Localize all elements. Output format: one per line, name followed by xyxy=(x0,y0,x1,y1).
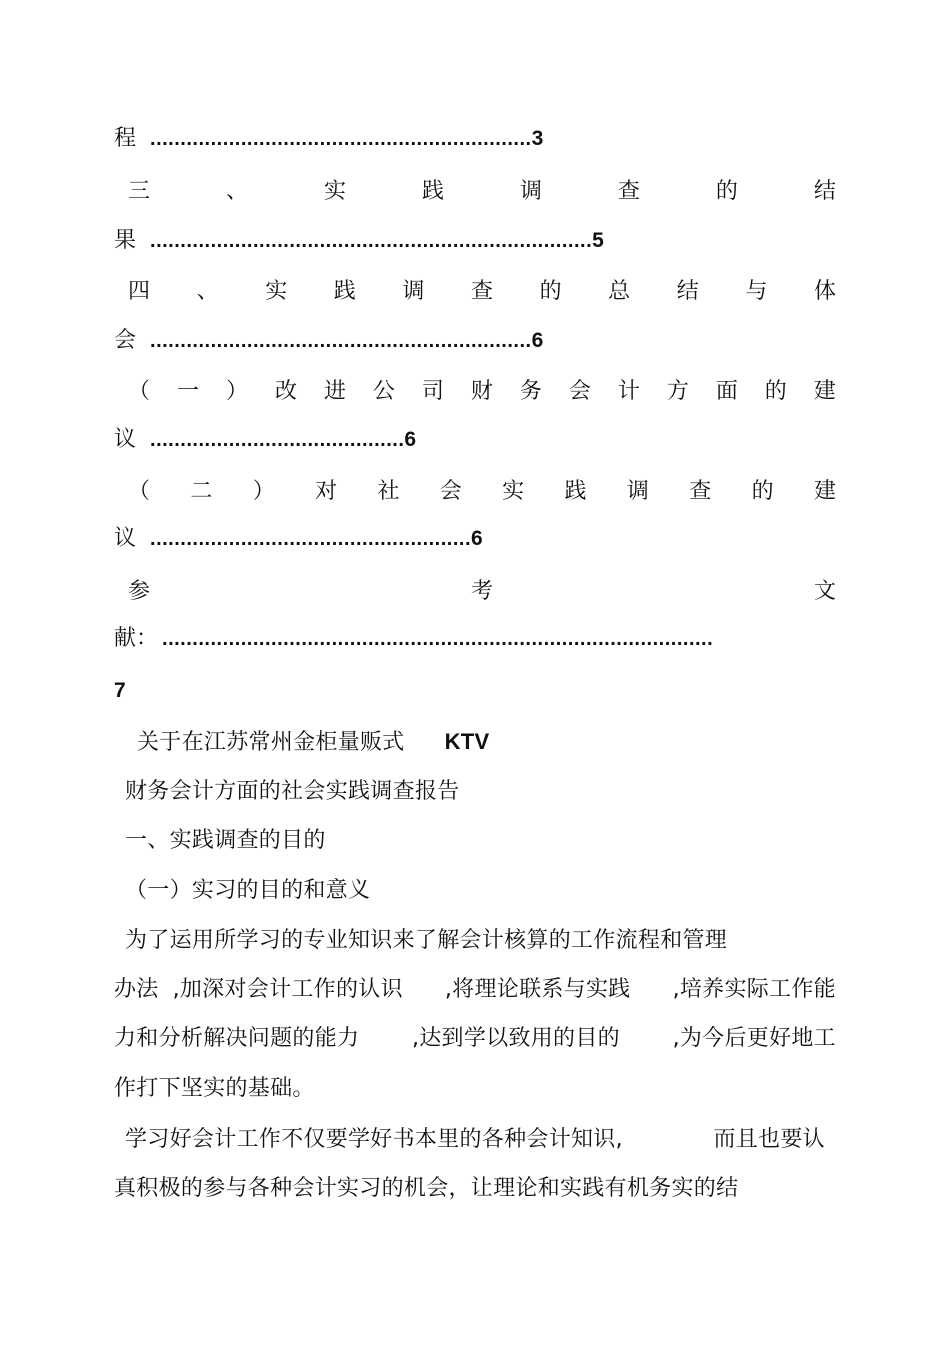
toc-char: 司 xyxy=(421,379,444,404)
paragraph-line: 为了运用所学习的专业知识来了解会计核算的工作流程和管理 xyxy=(125,928,728,953)
toc-char: 公 xyxy=(372,379,395,404)
toc-label: 果 xyxy=(114,228,137,253)
report-title-text: 关于在江苏常州金柜量贩式 xyxy=(137,730,405,755)
text-segment: ,加深对会计工作的认识 xyxy=(172,977,403,1002)
toc-char: 、 xyxy=(225,179,248,204)
toc-char: 体 xyxy=(813,279,836,304)
toc-char: 社 xyxy=(377,479,400,504)
paragraph-line: 作打下坚实的基础。 xyxy=(114,1076,315,1101)
toc-char: 践 xyxy=(564,479,587,504)
toc-heading-spread-4[interactable] xyxy=(114,277,836,307)
toc-char: 的 xyxy=(715,179,738,204)
toc-char: 的 xyxy=(764,379,787,404)
toc-char: （ xyxy=(128,479,151,504)
toc-char: 参 xyxy=(128,579,151,604)
toc-leader-dots: ............................................................... xyxy=(150,330,532,352)
toc-char: 对 xyxy=(315,479,338,504)
toc-page-number: 6 xyxy=(531,329,544,352)
toc-char: 总 xyxy=(608,279,631,304)
toc-char: 二 xyxy=(190,479,213,504)
toc-heading-spread-5[interactable] xyxy=(114,377,836,407)
toc-page-number: 3 xyxy=(531,127,544,150)
toc-char: 建 xyxy=(813,479,836,504)
report-title-ktv: KTV xyxy=(444,729,490,754)
report-title-line2: 财务会计方面的社会实践调查报告 xyxy=(125,779,460,804)
toc-char: 与 xyxy=(745,279,768,304)
toc-label: 议 xyxy=(114,427,137,452)
toc-char: 调 xyxy=(519,179,542,204)
toc-char: 实 xyxy=(265,279,288,304)
toc-heading-spread-refs[interactable] xyxy=(114,577,836,607)
toc-heading-spread-6[interactable] xyxy=(114,477,836,507)
toc-char: 计 xyxy=(617,379,640,404)
toc-char: ） xyxy=(252,479,275,504)
text-segment: 而且也要认 xyxy=(713,1127,825,1152)
paragraph-line: 真积极的参与各种会计实习的机会，让理论和实践有机务实的结 xyxy=(114,1176,739,1201)
toc-char: 建 xyxy=(813,379,836,404)
toc-char: 方 xyxy=(666,379,689,404)
toc-page-number: 6 xyxy=(471,527,483,550)
paragraph-line xyxy=(114,975,836,1005)
toc-entry-references[interactable] xyxy=(114,624,836,654)
toc-leader-dots: .......................................... xyxy=(150,429,405,451)
toc-char: 进 xyxy=(323,379,346,404)
text-segment: ,达到学以致用的目的 xyxy=(411,1026,620,1051)
toc-char: 面 xyxy=(715,379,738,404)
toc-char: 、 xyxy=(196,279,219,304)
toc-char: 的 xyxy=(751,479,774,504)
toc-char: 查 xyxy=(470,279,493,304)
toc-entry-row1[interactable] xyxy=(114,124,836,154)
toc-char: 实 xyxy=(502,479,525,504)
toc-char: 结 xyxy=(813,179,836,204)
toc-leader-dots: ......................................................................... xyxy=(150,230,593,252)
toc-char: 结 xyxy=(676,279,699,304)
text-segment: ,为今后更好地工 xyxy=(672,1026,836,1051)
text-segment: 学习好会计工作不仅要学好书本里的各种会计知识, xyxy=(125,1127,623,1152)
text-segment: 力和分析解决问题的能力 xyxy=(114,1026,360,1051)
toc-char: 一 xyxy=(176,379,199,404)
toc-leader-dots: ............................................................... xyxy=(150,128,532,150)
subsection-heading: （一）实习的目的和意义 xyxy=(125,878,371,903)
toc-char: 践 xyxy=(421,179,444,204)
toc-char: 查 xyxy=(689,479,712,504)
toc-entry-row3[interactable] xyxy=(114,226,836,256)
toc-char: 财 xyxy=(470,379,493,404)
toc-char: 调 xyxy=(402,279,425,304)
toc-char: 会 xyxy=(439,479,462,504)
toc-char: 四 xyxy=(128,279,151,304)
toc-char: ） xyxy=(225,379,248,404)
text-segment: ,将理论联系与实践 xyxy=(444,977,631,1002)
toc-char: 务 xyxy=(519,379,542,404)
toc-leader-dots: ........................................................................................... xyxy=(162,628,714,650)
toc-page-number: 7 xyxy=(114,679,126,702)
toc-char: 践 xyxy=(333,279,356,304)
toc-leader-dots: ..................................................... xyxy=(150,528,472,550)
toc-entry-row9[interactable] xyxy=(114,524,836,554)
toc-page-number: 5 xyxy=(592,229,604,252)
text-segment: 办法 xyxy=(114,977,159,1002)
toc-label: 献： xyxy=(114,626,159,651)
toc-char: 实 xyxy=(323,179,346,204)
toc-entry-row5[interactable] xyxy=(114,326,836,356)
toc-heading-spread-3[interactable] xyxy=(114,177,836,207)
toc-char: 文 xyxy=(813,579,836,604)
toc-char: （ xyxy=(128,379,151,404)
toc-entry-row7[interactable] xyxy=(114,425,836,455)
paragraph-line xyxy=(125,1125,825,1155)
toc-label: 议 xyxy=(114,526,137,551)
toc-char: 三 xyxy=(128,179,151,204)
text-segment: ,培养实际工作能 xyxy=(672,977,836,1002)
toc-label: 程 xyxy=(114,126,137,151)
report-title-line1 xyxy=(137,727,859,758)
section-heading: 一、实践调查的目的 xyxy=(125,828,326,853)
toc-char: 查 xyxy=(617,179,640,204)
toc-char: 会 xyxy=(568,379,591,404)
toc-char: 考 xyxy=(470,579,493,604)
paragraph-line xyxy=(114,1024,836,1054)
toc-char: 的 xyxy=(539,279,562,304)
toc-page-number: 6 xyxy=(404,428,417,451)
toc-char: 调 xyxy=(626,479,649,504)
toc-label: 会 xyxy=(114,328,137,353)
toc-char: 改 xyxy=(274,379,297,404)
